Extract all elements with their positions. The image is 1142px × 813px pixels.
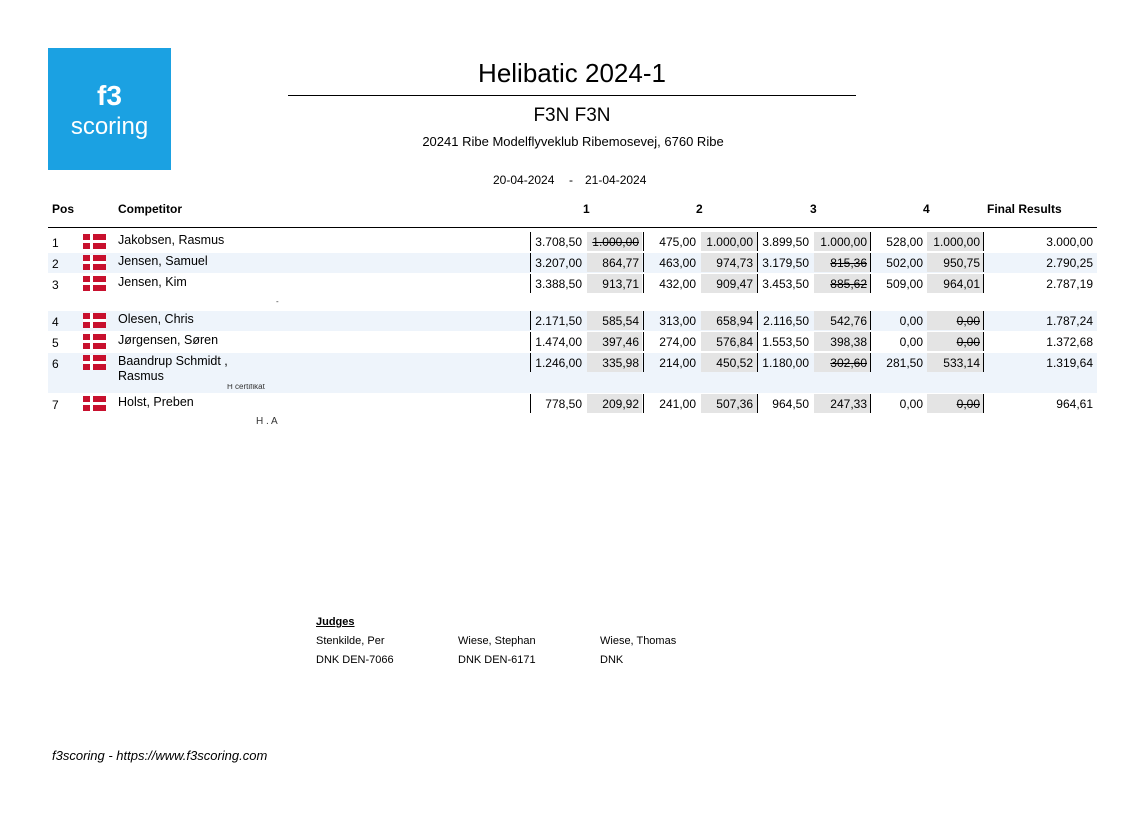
flag-cross-horizontal [83, 240, 106, 243]
round-2-raw-score: 274,00 [659, 335, 696, 349]
column-separator [757, 274, 758, 293]
column-separator [530, 274, 531, 293]
round-1-raw-score: 2.171,50 [535, 314, 582, 328]
round-1-normalized-score: 397,46 [602, 335, 639, 349]
table-row [48, 274, 1097, 294]
table-row [48, 311, 1097, 331]
round-4-raw-score: 0,00 [899, 335, 923, 349]
round-4-normalized-score: 533,14 [943, 356, 980, 370]
column-separator [870, 311, 871, 330]
position-cell: 5 [52, 336, 59, 350]
denmark-flag-icon [83, 355, 106, 370]
round-1-normalized-score: 913,71 [602, 277, 639, 291]
round-1-raw-score: 778,50 [545, 397, 582, 411]
header-round-2: 2 [696, 202, 703, 216]
round-4-raw-score: 502,00 [886, 256, 923, 270]
competitor-name: Jørgensen, Søren [118, 333, 219, 347]
round-3-raw-score: 3.899,50 [762, 235, 809, 249]
round-4-normalized-score: 950,75 [943, 256, 980, 270]
round-3-normalized-score: 542,76 [830, 314, 867, 328]
title-divider [288, 95, 856, 96]
round-2-normalized-score: 658,94 [716, 314, 753, 328]
final-result: 3.000,00 [1046, 235, 1093, 249]
competitor-name: Olesen, Chris [118, 312, 194, 326]
column-separator [643, 332, 644, 351]
final-result: 2.790,25 [1046, 256, 1093, 270]
f3scoring-logo [48, 48, 171, 170]
round-1-raw-score: 3.708,50 [535, 235, 582, 249]
judge-name: Wiese, Stephan [458, 635, 536, 647]
round-3-raw-score: 3.453,50 [762, 277, 809, 291]
column-separator [643, 353, 644, 372]
header-competitor: Competitor [118, 202, 182, 216]
final-result: 1.787,24 [1046, 314, 1093, 328]
judges-heading: Judges [316, 616, 355, 628]
final-result: 1.319,64 [1046, 356, 1093, 370]
column-separator [643, 394, 644, 413]
round-4-raw-score: 0,00 [899, 397, 923, 411]
round-3-normalized-score: 885,62 [830, 277, 867, 291]
position-cell: 3 [52, 278, 59, 292]
round-4-normalized-score: 0,00 [956, 397, 980, 411]
flag-cross-horizontal [83, 319, 106, 322]
header-round-1: 1 [583, 202, 590, 216]
column-separator [983, 232, 984, 251]
column-separator [870, 394, 871, 413]
logo-text-scoring: scoring [70, 113, 149, 140]
column-separator [757, 353, 758, 372]
column-separator [530, 232, 531, 251]
round-3-normalized-score: 302,60 [830, 356, 867, 370]
column-separator [530, 353, 531, 372]
position-cell: 6 [52, 357, 59, 371]
round-4-normalized-score: 1.000,00 [933, 235, 980, 249]
competitor-name: Jensen, Samuel [118, 254, 208, 268]
round-2-normalized-score: 507,36 [716, 397, 753, 411]
round-1-normalized-score: 585,54 [602, 314, 639, 328]
round-1-raw-score: 3.207,00 [535, 256, 582, 270]
header-round-3: 3 [810, 202, 817, 216]
date-to: 21-04-2024 [585, 173, 647, 187]
judge-id: DNK DEN-6171 [458, 654, 536, 666]
table-row [48, 232, 1097, 252]
judge-id: DNK [600, 654, 624, 666]
round-3-normalized-score: 815,36 [830, 256, 867, 270]
judge-name: Wiese, Thomas [600, 635, 677, 647]
denmark-flag-icon [83, 334, 106, 349]
event-title: Helibatic 2024-1 [478, 58, 666, 88]
denmark-flag-icon [83, 313, 106, 328]
column-separator [983, 332, 984, 351]
header-divider [48, 227, 1097, 228]
column-separator [757, 332, 758, 351]
denmark-flag-icon [83, 255, 106, 270]
judge-name: Stenkilde, Per [316, 635, 385, 647]
round-2-raw-score: 463,00 [659, 256, 696, 270]
round-2-normalized-score: 450,52 [716, 356, 753, 370]
competitor-name: Jensen, Kim [118, 275, 187, 289]
flag-cross-horizontal [83, 282, 106, 285]
column-separator [983, 394, 984, 413]
round-3-raw-score: 3.179,50 [762, 256, 809, 270]
table-row [48, 394, 1097, 414]
column-separator [643, 274, 644, 293]
denmark-flag-icon [83, 396, 106, 411]
competitor-name: Jakobsen, Rasmus [118, 233, 225, 247]
column-separator [983, 311, 984, 330]
round-4-raw-score: 0,00 [899, 314, 923, 328]
round-3-raw-score: 964,50 [772, 397, 809, 411]
round-4-normalized-score: 0,00 [956, 335, 980, 349]
column-separator [643, 253, 644, 272]
column-separator [643, 232, 644, 251]
column-separator [530, 253, 531, 272]
column-separator [870, 332, 871, 351]
header-round-4: 4 [923, 202, 930, 216]
round-3-normalized-score: 247,33 [830, 397, 867, 411]
competitor-name: Holst, Preben [118, 395, 194, 409]
table-row [48, 253, 1097, 273]
table-row [48, 353, 1097, 393]
row6-note: H certifikat [227, 384, 265, 391]
round-1-raw-score: 3.388,50 [535, 277, 582, 291]
judge-id: DNK DEN-7066 [316, 654, 394, 666]
row3-note: - [276, 297, 279, 306]
date-separator: - [569, 173, 573, 187]
column-separator [983, 253, 984, 272]
event-class: F3N F3N [533, 105, 611, 126]
table-row [48, 332, 1097, 352]
competitor-name: Baandrup Schmidt , [118, 354, 228, 368]
position-cell: 1 [52, 236, 59, 250]
flag-cross-horizontal [83, 361, 106, 364]
final-result: 1.372,68 [1046, 335, 1093, 349]
header-pos: Pos [52, 202, 75, 216]
round-3-raw-score: 2.116,50 [763, 314, 809, 328]
round-2-raw-score: 475,00 [659, 235, 696, 249]
column-separator [757, 232, 758, 251]
round-1-normalized-score: 209,92 [602, 397, 639, 411]
round-3-raw-score: 1.180,00 [762, 356, 809, 370]
denmark-flag-icon [83, 276, 106, 291]
column-separator [530, 332, 531, 351]
column-separator [757, 253, 758, 272]
flag-cross-horizontal [83, 340, 106, 343]
round-4-normalized-score: 0,00 [956, 314, 980, 328]
column-separator [983, 274, 984, 293]
column-separator [643, 311, 644, 330]
round-3-raw-score: 1.553,50 [762, 335, 809, 349]
column-separator [870, 253, 871, 272]
round-1-raw-score: 1.474,00 [535, 335, 582, 349]
round-2-normalized-score: 909,47 [716, 277, 753, 291]
round-2-raw-score: 214,00 [659, 356, 696, 370]
round-4-normalized-score: 964,01 [943, 277, 980, 291]
round-2-normalized-score: 576,84 [716, 335, 753, 349]
position-cell: 7 [52, 398, 59, 412]
round-2-raw-score: 241,00 [659, 397, 696, 411]
column-separator [757, 311, 758, 330]
round-3-normalized-score: 398,38 [830, 335, 867, 349]
column-separator [530, 394, 531, 413]
denmark-flag-icon [83, 234, 106, 249]
round-4-raw-score: 528,00 [886, 235, 923, 249]
round-4-raw-score: 281,50 [886, 356, 923, 370]
header-final-results: Final Results [987, 202, 1062, 216]
competitor-name-continued: Rasmus [118, 369, 164, 383]
event-location: 20241 Ribe Modelflyveklub Ribemosevej, 6760 Ribe [422, 134, 724, 149]
round-1-raw-score: 1.246,00 [535, 356, 582, 370]
round-1-normalized-score: 864,77 [602, 256, 639, 270]
round-2-normalized-score: 974,73 [716, 256, 753, 270]
round-1-normalized-score: 335,98 [602, 356, 639, 370]
round-2-normalized-score: 1.000,00 [706, 235, 753, 249]
footer-credit: f3scoring - https://www.f3scoring.com [52, 748, 268, 763]
position-cell: 4 [52, 315, 59, 329]
round-2-raw-score: 432,00 [659, 277, 696, 291]
date-from: 20-04-2024 [493, 173, 555, 187]
position-cell: 2 [52, 257, 59, 271]
flag-cross-horizontal [83, 261, 106, 264]
column-separator [870, 353, 871, 372]
column-separator [870, 274, 871, 293]
logo-text-f3: f3 [97, 80, 122, 111]
flag-cross-horizontal [83, 402, 106, 405]
column-separator [530, 311, 531, 330]
final-result: 2.787,19 [1046, 277, 1093, 291]
round-2-raw-score: 313,00 [659, 314, 696, 328]
column-separator [983, 353, 984, 372]
final-result: 964,61 [1056, 397, 1093, 411]
column-separator [870, 232, 871, 251]
round-1-normalized-score: 1.000,00 [592, 235, 639, 249]
row7-note: H . A [256, 416, 278, 427]
column-separator [757, 394, 758, 413]
round-3-normalized-score: 1.000,00 [820, 235, 867, 249]
round-4-raw-score: 509,00 [886, 277, 923, 291]
